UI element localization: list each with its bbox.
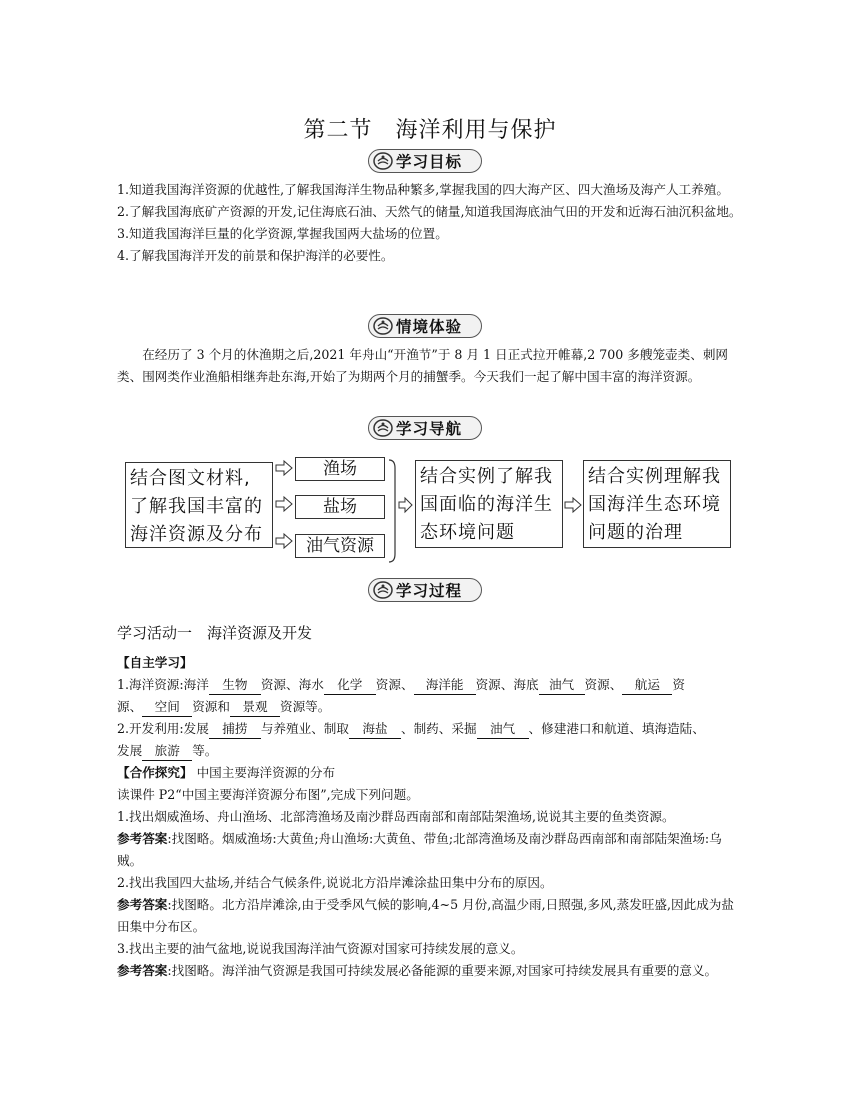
blank-answer: 海洋能 [414,676,476,695]
book-icon [373,581,393,599]
section-badge-goals [368,149,482,173]
answer: 参考答案:找图略。烟威渔场:大黄鱼;舟山渔场:大黄鱼、带鱼;北部湾渔场及南沙群岛西南部和南部陆架渔场:乌贼。 [117,831,722,868]
book-icon [373,317,393,335]
blank-answer: 空间 [142,698,192,717]
blank-answer: 生物 [209,676,261,695]
self-study-line-1: 1.海洋资源:海洋 生物 资源、海水 化学 资源、 海洋能 资源、海底 油气 资源、 航运 资 [117,674,745,696]
page-title: 第二节 海洋利用与保护 [303,118,557,143]
flow-box-left: 结合图文材料,了解我国丰富的海洋资源及分布 [125,462,273,548]
question: 2.找出我国四大盐场,并结合气候条件,说说北方沿岸滩涂盐田集中分布的原因。 [117,875,553,890]
learning-flow-diagram [117,450,745,568]
coop-heading: 【合作探究】 [117,765,193,780]
self-study-line-4: 发展 旅游 等。 [117,740,745,762]
flow-item-saltfield: 盐场 [295,495,385,519]
coop-topic: 中国主要海洋资源的分布 [196,765,336,780]
flow-item-oilgas: 油气资源 [295,534,385,558]
arrow-icons [273,450,295,568]
goal-item: 3.知道我国海洋巨量的化学资源,掌握我国两大盐场的位置。 [117,226,448,241]
self-study-line-3: 2.开发利用:发展 捕捞 与养殖业、制取 海盐 、制药、采掘 油气 、修建港口和航道、填海造陆、 [117,718,745,740]
blank-answer: 化学 [324,676,376,695]
badge-label: 学习过程 [396,582,463,600]
arrow-icon [563,450,585,568]
badge-label: 情境体验 [396,318,463,336]
coop-intro: 读课件 P2“中国主要海洋资源分布图”,完成下列问题。 [117,787,419,802]
bracket-icon [385,450,415,568]
blank-answer: 景观 [230,698,280,717]
flow-box-right: 结合实例理解我国海洋生态环境问题的治理 [583,460,731,548]
blank-answer: 捕捞 [209,720,261,739]
coop-heading-line [117,762,745,784]
flow-item-fishery: 渔场 [295,457,385,481]
blank-answer: 油气 [539,676,585,695]
activity-title: 学习活动一 海洋资源及开发 [117,624,313,642]
self-study-line-2: 源、 空间 资源和 景观 资源等。 [117,696,745,718]
self-study-heading: 【自主学习】 [117,655,193,670]
book-icon [373,419,393,437]
badge-label: 学习目标 [396,153,463,171]
section-badge-navigation [368,416,482,440]
question: 3.找出主要的油气盆地,说说我国海洋油气资源对国家可持续发展的意义。 [117,941,524,956]
goal-item: 1.知道我国海洋资源的优越性,了解我国海洋生物品种繁多,掌握我国的四大海产区、四大渔场及海产人工养殖。 [117,182,729,197]
blank-answer: 航运 [622,676,672,695]
blank-answer: 油气 [477,720,529,739]
flow-box-middle: 结合实例了解我国面临的海洋生态环境问题 [415,460,563,548]
question: 1.找出烟威渔场、舟山渔场、北部湾渔场及南沙群岛西南部和南部陆架渔场,说说其主要的鱼类资源。 [117,809,675,824]
answer: 参考答案:找图略。海洋油气资源是我国可持续发展必备能源的重要来源,对国家可持续发展具有重要的意义。 [117,963,718,978]
blank-answer: 旅游 [142,742,192,761]
book-icon [373,152,393,170]
section-badge-scenario [368,314,482,338]
badge-label: 学习导航 [396,420,463,438]
answer: 参考答案:找图略。北方沿岸滩涂,由于受季风气候的影响,4~5 月份,高温少雨,日照强,多风,蒸发旺盛,因此成为盐田集中分布区。 [117,897,734,934]
self-study-section [117,652,745,982]
goals-list [117,179,745,267]
scenario-text [117,344,745,388]
scenario-paragraph: 在经历了 3 个月的休渔期之后,2021 年舟山“开渔节”于 8 月 1 日正式拉开帷幕,2 700 多艘笼壶类、刺网类、围网类作业渔船相继奔赴东海,开始了为期两个月的捕蟹季。今天我们一起了解中国丰富的海洋资源。 [117,347,729,384]
goal-item: 4.了解我国海洋开发的前景和保护海洋的必要性。 [117,248,394,263]
section-badge-process [368,578,482,602]
goal-item: 2.了解我国海底矿产资源的开发,记住海底石油、天然气的储量,知道我国海底油气田的开发和近海石油沉积盆地。 [117,204,742,219]
blank-answer: 海盐 [349,720,401,739]
